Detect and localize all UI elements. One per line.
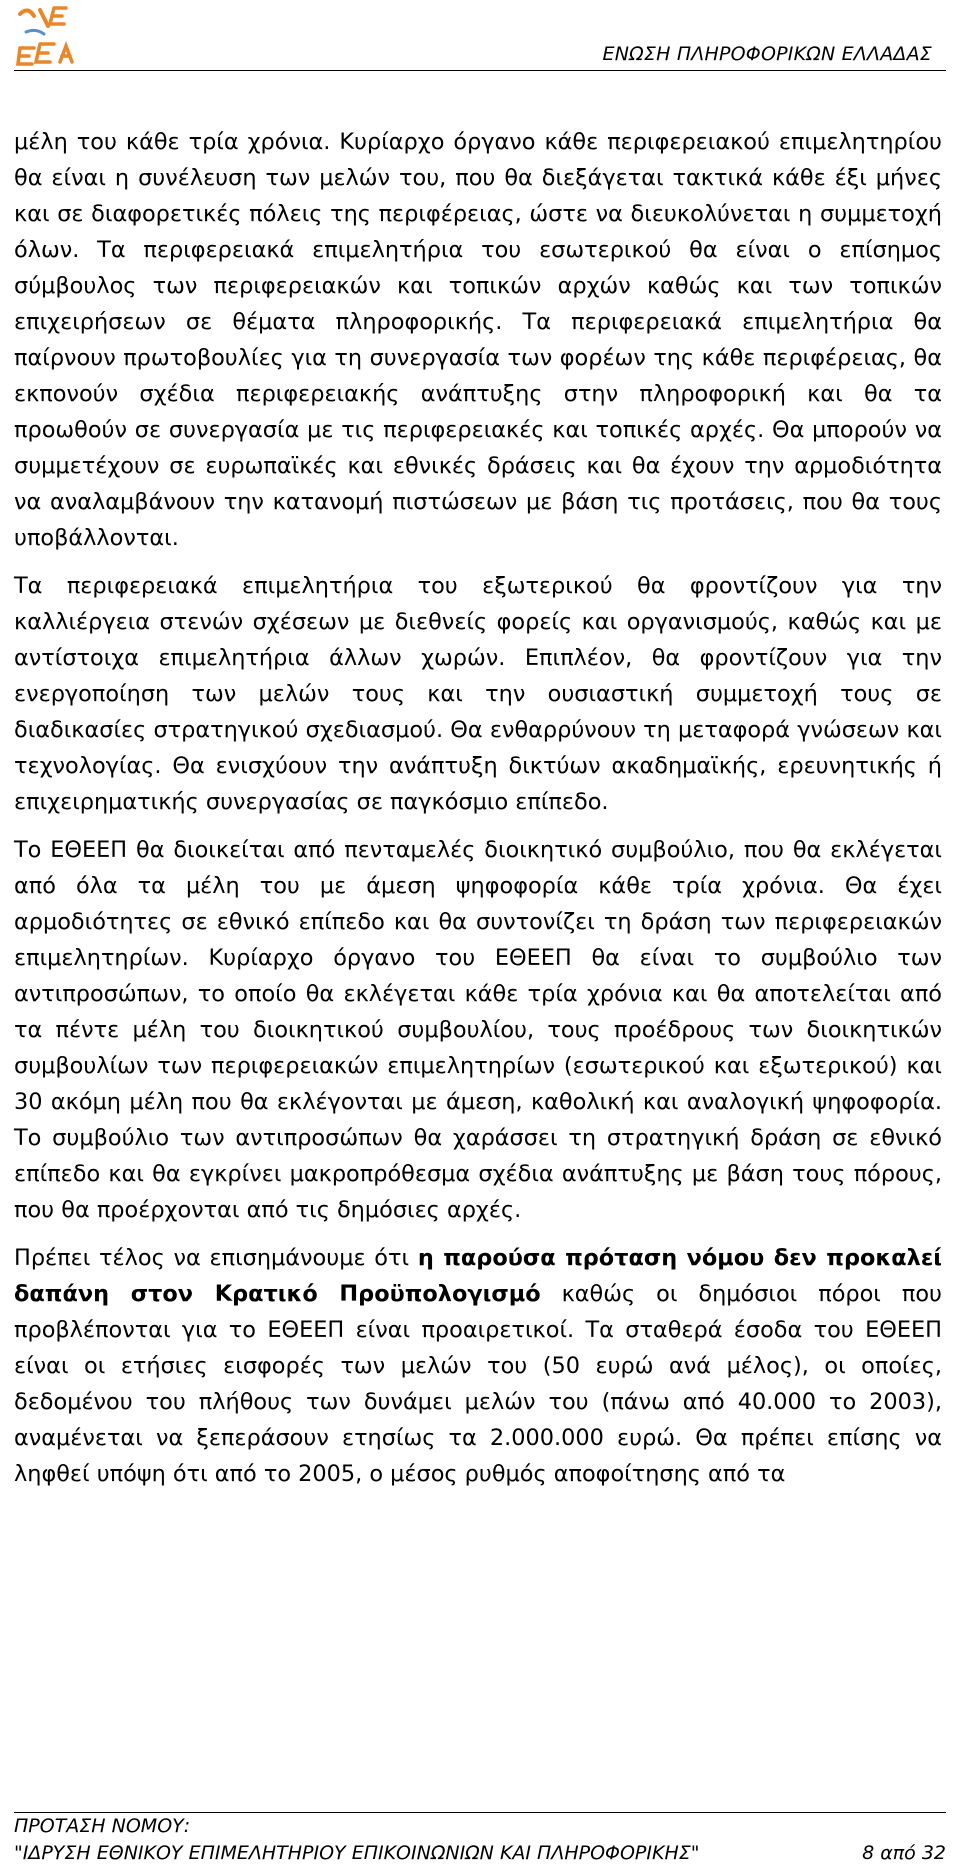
paragraph-text: καθώς οι δημόσιοι πόροι που προβλέπονται για το ΕΘΕΕΠ είναι προαιρετικοί. Τα σταθερά έσοδα του ΕΘΕΕΠ είναι οι ετήσιες εισφορές των μελών του (50 ευρώ ανά μέλος), οι οποίες, δεδομένου του πλήθους των δυνάμει μελών του (πάνω από 40.000 το 2003), αναμένεται να ξεπεράσουν ετησίως τα 2.000.000 ευρώ. Θα πρέπει επίσης να ληφθεί υπόψη ότι από το 2005, ο μέσος ρυθμός αποφοίτησης από τα (14, 1281, 942, 1487)
footer-divider (14, 1812, 946, 1813)
page-number: 8 από 32 (862, 1842, 946, 1864)
body-paragraph (14, 1240, 942, 1492)
body-paragraph (14, 124, 942, 556)
paragraph-text: μέλη του κάθε τρία χρόνια. Κυρίαρχο όργανο κάθε περιφερειακού επιμελητηρίου θα είναι η συνέλευση των μελών του, που θα διεξάγεται τακτικά κάθε έξι μήνες και σε διαφορετικές πόλεις της περιφέρειας, ώστε να διευκολύνεται η συμμετοχή όλων. Τα περιφερειακά επιμελητήρια του εσωτερικού θα είναι ο επίσημος σύμβουλος των περιφερειακών και τοπικών αρχών καθώς και των τοπικών επιχειρήσεων σε θέματα πληροφορικής. Τα περιφερειακά επιμελητήρια θα παίρνουν πρωτοβουλίες για τη συνεργασία των φορέων της κάθε περιφέρειας, θα εκπονούν σχέδια περιφερειακής ανάπτυξης στην πληροφορική και θα τα προωθούν σε συνεργασία με τις περιφερειακές και τοπικές αρχές. Θα μπορούν να συμμετέχουν σε ευρωπαϊκές και εθνικές δράσεις και θα έχουν την αρμοδιότητα να αναλαμβάνουν την κατανομή πιστώσεων με βάση τις προτάσεις, που θα τους υποβάλλονται. (14, 129, 942, 551)
header-org-title: ΕΝΩΣΗ ΠΛΗΡΟΦΟΡΙΚΩΝ ΕΛΛΑΔΑΣ (602, 43, 932, 65)
body-paragraph (14, 832, 942, 1228)
body-paragraph (14, 568, 942, 820)
document-body (14, 124, 942, 1504)
footer-document-type: ΠΡΟΤΑΣΗ ΝΟΜΟΥ: (14, 1815, 191, 1837)
emphasized-text: η παρούσα πρόταση νόμου δεν προκαλεί δαπάνη στον Κρατικό Προϋπολογισμό (14, 1245, 943, 1307)
paragraph-text: Το ΕΘΕΕΠ θα διοικείται από πενταμελές διοικητικό συμβούλιο, που θα εκλέγεται από όλα τα μέλη του με άμεση ψηφοφορία κάθε τρία χρόνια. Θα έχει αρμοδιότητες σε εθνικό επίπεδο και θα συντονίζει τη δράση των περιφερειακών επιμελητηρίων. Κυρίαρχο όργανο του ΕΘΕΕΠ θα είναι το συμβούλιο των αντιπροσώπων, το οποίο θα εκλέγεται κάθε τρία χρόνια και θα αποτελείται από τα πέντε μέλη του διοικητικού συμβουλίου, τους προέδρους των διοικητικών συμβουλίων των περιφερειακών επιμελητηρίων (εσωτερικού και εξωτερικού) και 30 ακόμη μέλη που θα εκλέγονται με άμεση, καθολική και αναλογική ψηφοφορία. Το συμβούλιο των αντιπροσώπων θα χαράσσει τη στρατηγική δράση σε εθνικό επίπεδο και θα εγκρίνει μακροπρόθεσμα σχέδια ανάπτυξης με βάση τους πόρους, που θα προέρχονται από τις δημόσιες αρχές. (14, 837, 942, 1223)
header-divider (14, 70, 946, 71)
page-header (14, 0, 946, 72)
footer-document-title: "ΙΔΡΥΣΗ ΕΘΝΙΚΟΥ ΕΠΙΜΕΛΗΤΗΡΙΟΥ ΕΠΙΚΟΙΝΩΝΙΩΝ ΚΑΙ ΠΛΗΡΟΦΟΡΙΚΗΣ" (14, 1842, 700, 1864)
organization-logo (14, 4, 82, 70)
paragraph-text: Τα περιφερειακά επιμελητήρια του εξωτερικού θα φροντίζουν για την καλλιέργεια στενών σχέσεων με διεθνείς φορείς και οργανισμούς, καθώς και με αντίστοιχα επιμελητήρια άλλων χωρών. Επιπλέον, θα φροντίζουν για την ενεργοποίηση των μελών τους και την ουσιαστική συμμετοχή τους σε διαδικασίες στρατηγικού σχεδιασμού. Θα ενθαρρύνουν τη μεταφορά γνώσεων και τεχνολογίας. Θα ενισχύουν την ανάπτυξη δικτύων ακαδημαϊκής, ερευνητικής ή επιχειρηματικής συνεργασίας σε παγκόσμιο επίπεδο. (14, 573, 942, 815)
paragraph-text: Πρέπει τέλος να επισημάνουμε ότι (14, 1245, 418, 1271)
